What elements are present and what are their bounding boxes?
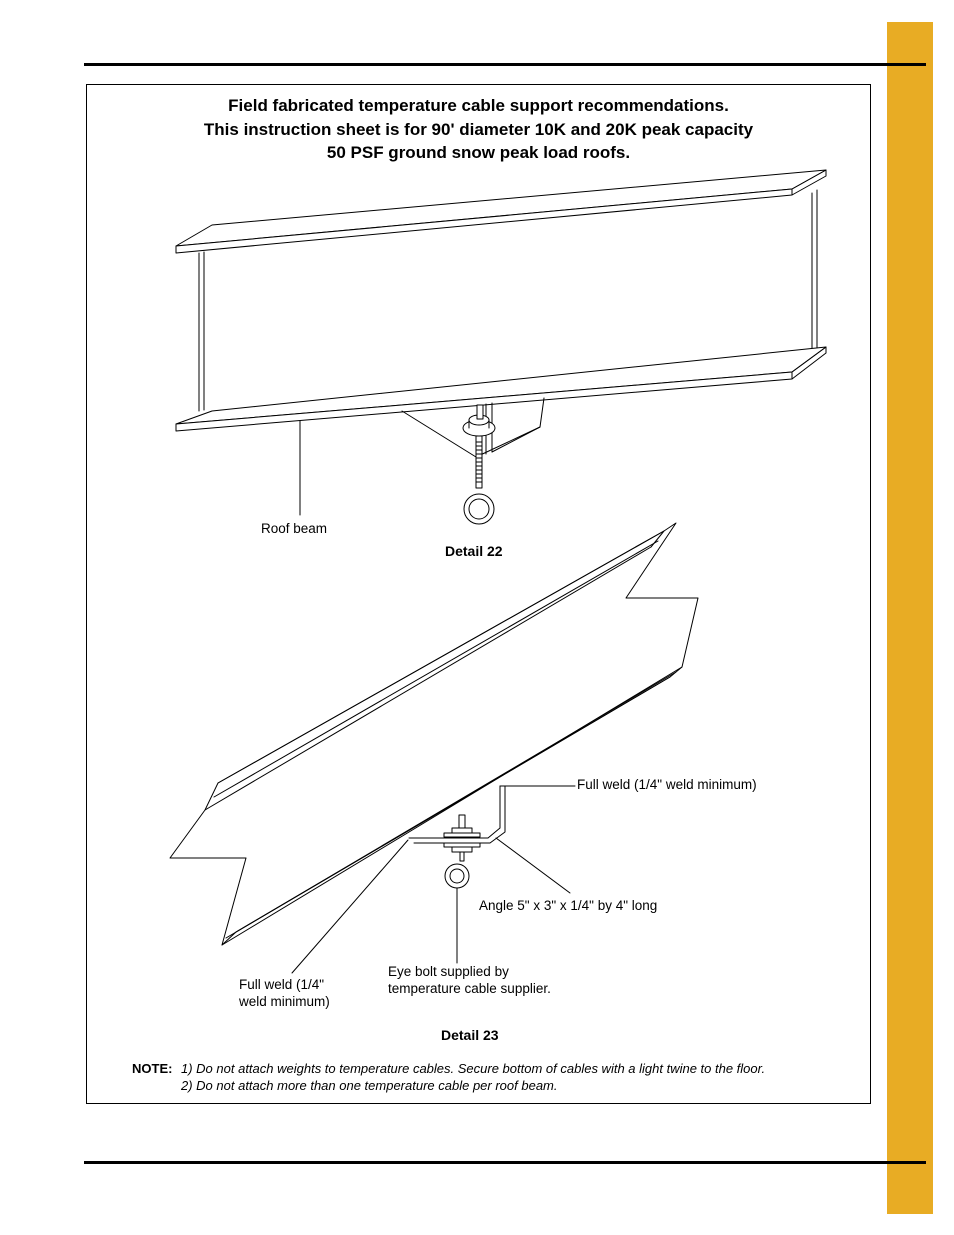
angle-label: Angle 5" x 3" x 1/4" by 4" long xyxy=(479,898,658,913)
full-weld-left-label-line-2: weld minimum) xyxy=(239,993,330,1009)
roof-beam-label: Roof beam xyxy=(261,521,328,536)
detail-23-caption: Detail 23 xyxy=(441,1027,499,1043)
eye-bolt-label xyxy=(388,964,551,997)
full-weld-top-label: Full weld (1/4" weld minimum) xyxy=(577,777,757,792)
detail-22-caption: Detail 22 xyxy=(445,543,503,559)
angle-leader xyxy=(496,838,570,893)
note-item-2: 2) Do not attach more than one temperature cable per roof beam. xyxy=(181,1078,558,1093)
detail-23-beam xyxy=(170,523,698,945)
note-label: NOTE: xyxy=(132,1061,173,1076)
eye-bolt-label-line-2: temperature cable supplier. xyxy=(388,980,551,996)
full-weld-left-label-line-1: Full weld (1/4" xyxy=(239,977,325,992)
full-weld-left-label xyxy=(239,977,330,1010)
note-item-1: 1) Do not attach weights to temperature cables. Secure bottom of cables with a light twine to the floor. xyxy=(181,1061,766,1076)
detail-22-i-beam xyxy=(176,170,826,524)
title-line-2: This instruction sheet is for 90' diameter 10K and 20K peak capacity xyxy=(203,119,754,139)
title-line-3: 50 PSF ground snow peak load roofs. xyxy=(326,143,631,162)
note-items xyxy=(181,1060,765,1094)
title-line-1: Field fabricated temperature cable support recommendations. xyxy=(228,96,729,115)
eye-bolt-label-line-1: Eye bolt supplied by xyxy=(388,964,509,979)
